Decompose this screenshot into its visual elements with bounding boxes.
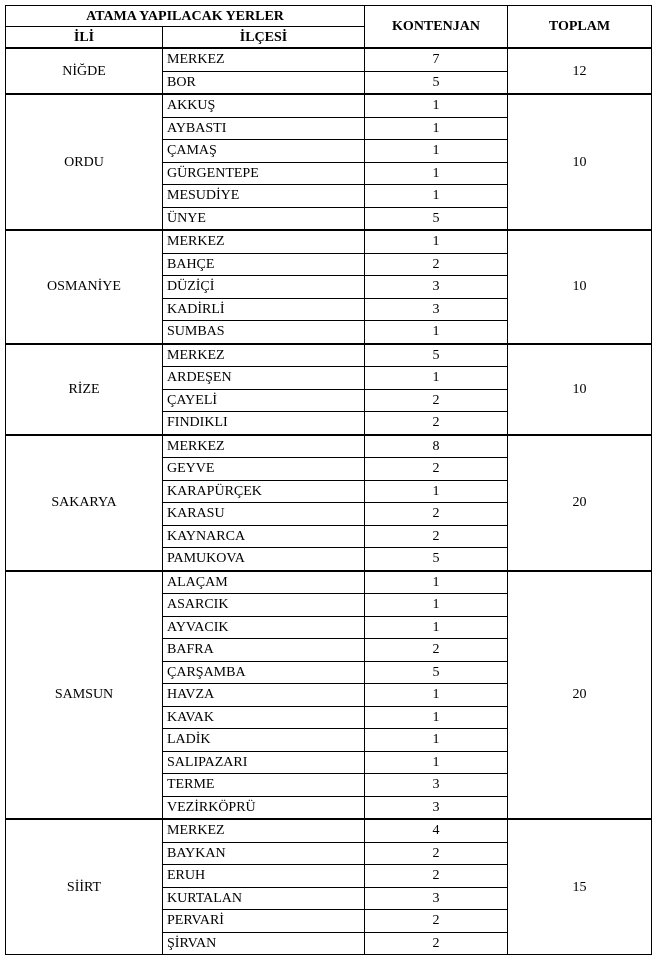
district-name: AKKUŞ <box>163 94 365 117</box>
province-name: SİİRT <box>6 819 163 955</box>
district-name: BOR <box>163 71 365 94</box>
district-quota: 2 <box>365 458 508 481</box>
province-total: 12 <box>508 48 652 94</box>
district-name: MERKEZ <box>163 819 365 842</box>
district-quota: 2 <box>365 865 508 888</box>
district-name: KURTALAN <box>163 887 365 910</box>
district-name: MERKEZ <box>163 230 365 253</box>
province-name: OSMANİYE <box>6 230 163 344</box>
district-quota: 1 <box>365 117 508 140</box>
district-name: ASARCIK <box>163 594 365 617</box>
district-name: ÜNYE <box>163 207 365 230</box>
district-name: ERUH <box>163 865 365 888</box>
district-name: KARASU <box>163 503 365 526</box>
province-total: 10 <box>508 344 652 435</box>
district-name: MERKEZ <box>163 435 365 458</box>
district-quota: 1 <box>365 594 508 617</box>
district-quota: 2 <box>365 503 508 526</box>
district-name: BAYKAN <box>163 842 365 865</box>
table-row <box>6 48 652 71</box>
group-header: ATAMA YAPILACAK YERLER <box>6 6 365 27</box>
district-name: MESUDİYE <box>163 185 365 208</box>
district-name: ÇARŞAMBA <box>163 661 365 684</box>
district-quota: 2 <box>365 412 508 435</box>
province-total: 10 <box>508 230 652 344</box>
district-quota: 8 <box>365 435 508 458</box>
district-quota: 7 <box>365 48 508 71</box>
district-quota: 1 <box>365 185 508 208</box>
district-name: KAVAK <box>163 706 365 729</box>
district-quota: 1 <box>365 751 508 774</box>
toplam-header: TOPLAM <box>508 6 652 49</box>
district-name: SALIPAZARI <box>163 751 365 774</box>
district-name: AYBASTI <box>163 117 365 140</box>
district-name: PERVARİ <box>163 910 365 933</box>
district-name: KAYNARCA <box>163 525 365 548</box>
district-name: ARDEŞEN <box>163 367 365 390</box>
district-quota: 1 <box>365 571 508 594</box>
province-total: 15 <box>508 819 652 955</box>
district-quota: 2 <box>365 910 508 933</box>
table-row <box>6 344 652 367</box>
province-name: SAKARYA <box>6 435 163 571</box>
table-body <box>6 48 652 955</box>
district-name: KADİRLİ <box>163 298 365 321</box>
district-name: BAHÇE <box>163 253 365 276</box>
district-quota: 2 <box>365 389 508 412</box>
district-quota: 5 <box>365 207 508 230</box>
district-name: MERKEZ <box>163 48 365 71</box>
district-name: TERME <box>163 774 365 797</box>
province-total: 20 <box>508 435 652 571</box>
province-total: 10 <box>508 94 652 230</box>
table-row <box>6 230 652 253</box>
district-name: AYVACIK <box>163 616 365 639</box>
kontenjan-header: KONTENJAN <box>365 6 508 49</box>
district-name: ALAÇAM <box>163 571 365 594</box>
district-name: HAVZA <box>163 684 365 707</box>
table-row <box>6 435 652 458</box>
district-quota: 1 <box>365 367 508 390</box>
district-quota: 2 <box>365 525 508 548</box>
district-name: BAFRA <box>163 639 365 662</box>
district-name: SUMBAS <box>163 321 365 344</box>
district-name: GÜRGENTEPE <box>163 162 365 185</box>
district-quota: 2 <box>365 253 508 276</box>
district-quota: 3 <box>365 276 508 299</box>
district-quota: 1 <box>365 140 508 163</box>
district-quota: 1 <box>365 616 508 639</box>
district-quota: 3 <box>365 887 508 910</box>
district-quota: 3 <box>365 298 508 321</box>
district-quota: 1 <box>365 706 508 729</box>
district-name: LADİK <box>163 729 365 752</box>
district-quota: 1 <box>365 321 508 344</box>
table-row <box>6 94 652 117</box>
district-name: KARAPÜRÇEK <box>163 480 365 503</box>
district-name: ŞİRVAN <box>163 932 365 955</box>
district-quota: 1 <box>365 684 508 707</box>
province-name: NİĞDE <box>6 48 163 94</box>
district-quota: 5 <box>365 344 508 367</box>
district-quota: 2 <box>365 842 508 865</box>
district-quota: 1 <box>365 162 508 185</box>
assignment-table <box>5 5 652 955</box>
district-quota: 1 <box>365 729 508 752</box>
province-name: SAMSUN <box>6 571 163 820</box>
district-quota: 3 <box>365 774 508 797</box>
district-quota: 2 <box>365 932 508 955</box>
district-name: FINDIKLI <box>163 412 365 435</box>
table-row <box>6 571 652 594</box>
district-quota: 1 <box>365 230 508 253</box>
table-header <box>6 6 652 49</box>
district-name: VEZİRKÖPRÜ <box>163 796 365 819</box>
district-quota: 1 <box>365 94 508 117</box>
district-quota: 4 <box>365 819 508 842</box>
district-name: ÇAYELİ <box>163 389 365 412</box>
district-name: GEYVE <box>163 458 365 481</box>
ilce-header: İLÇESİ <box>163 27 365 49</box>
district-name: ÇAMAŞ <box>163 140 365 163</box>
district-name: DÜZİÇİ <box>163 276 365 299</box>
district-quota: 3 <box>365 796 508 819</box>
province-total: 20 <box>508 571 652 820</box>
district-name: PAMUKOVA <box>163 548 365 571</box>
table-row <box>6 819 652 842</box>
district-quota: 5 <box>365 548 508 571</box>
district-quota: 1 <box>365 480 508 503</box>
province-name: ORDU <box>6 94 163 230</box>
province-name: RİZE <box>6 344 163 435</box>
il-header: İLİ <box>6 27 163 49</box>
district-quota: 5 <box>365 71 508 94</box>
district-name: MERKEZ <box>163 344 365 367</box>
district-quota: 2 <box>365 639 508 662</box>
district-quota: 5 <box>365 661 508 684</box>
